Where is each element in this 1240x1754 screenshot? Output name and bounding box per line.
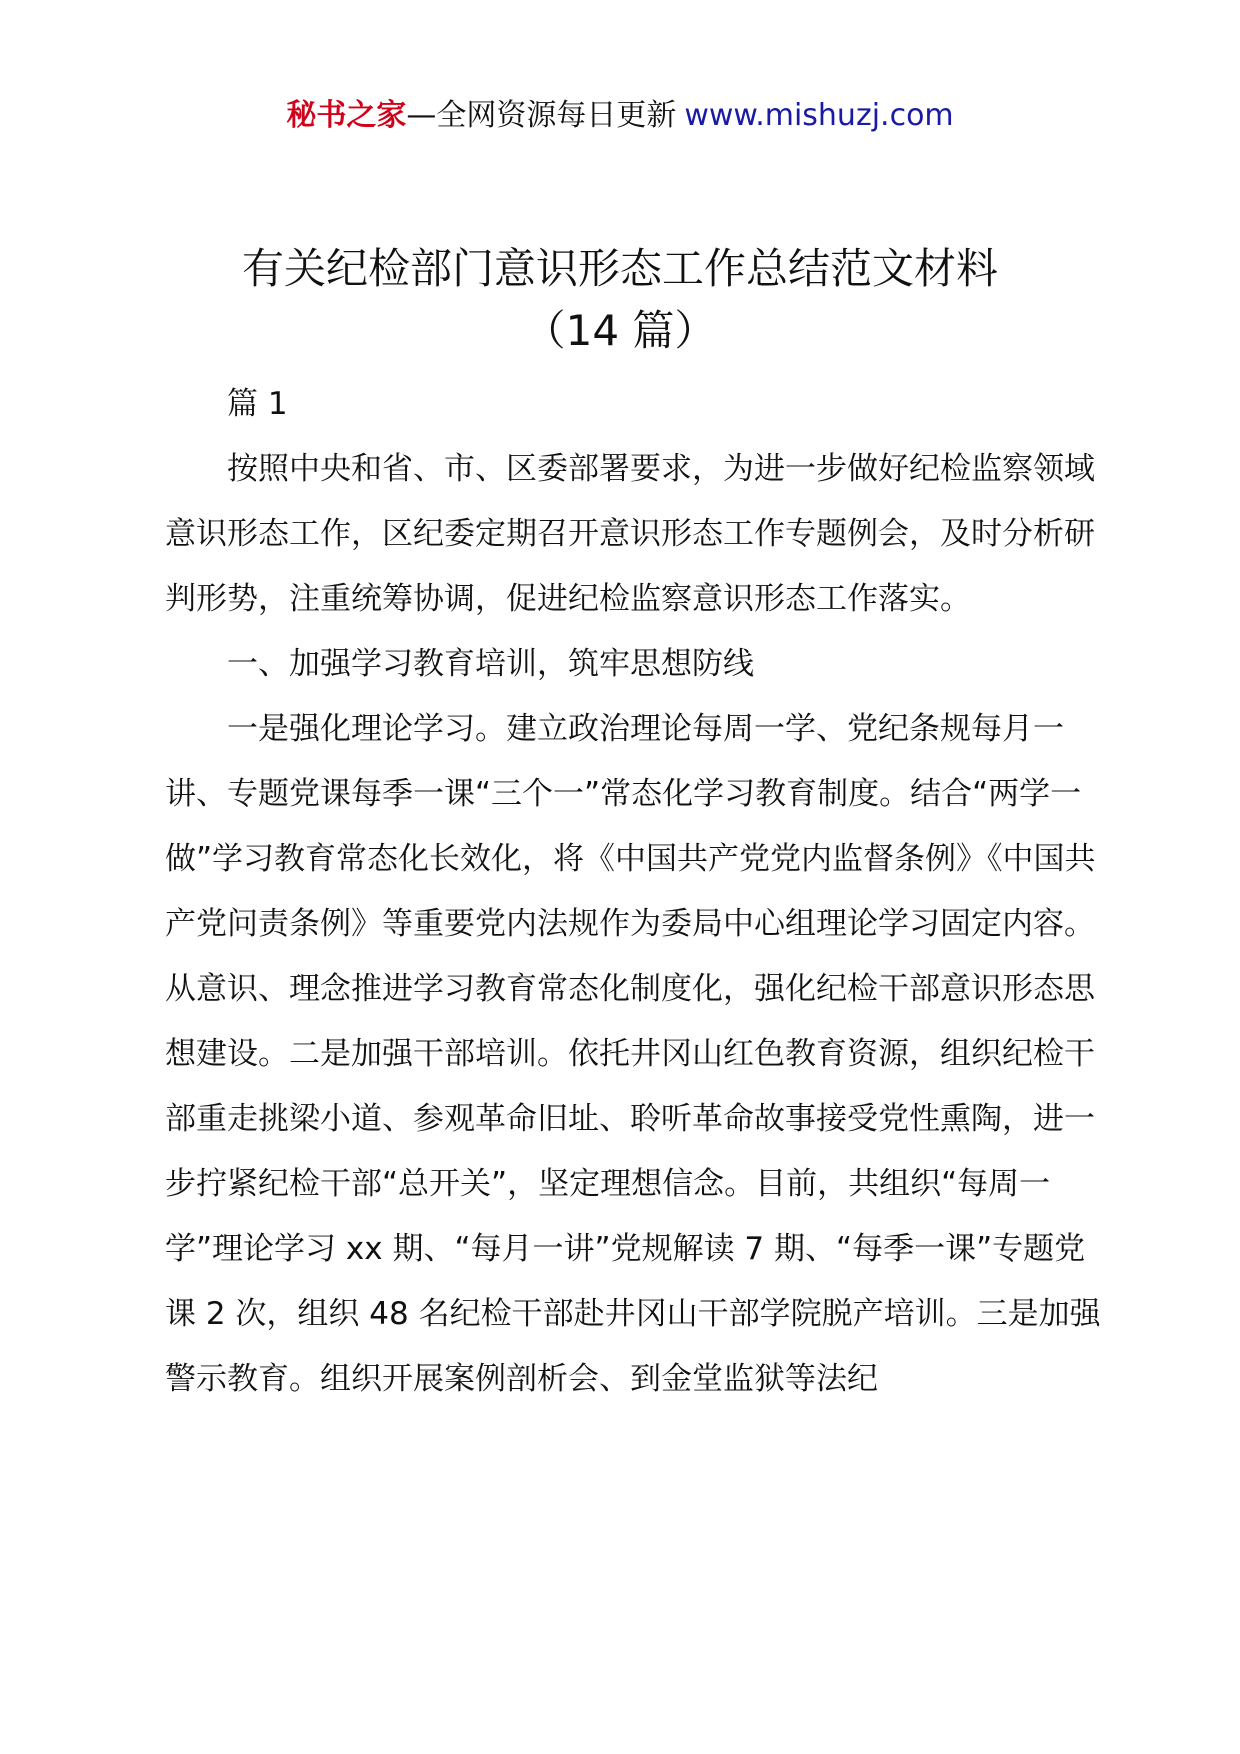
section-heading-1: 一、加强学习教育培训，筑牢思想防线 [227,646,754,682]
paragraph-section-1: 一是强化理论学习。建立政治理论每周一学、党纪条规每月一讲、专题党课每季一课“三个一”常态化学习教育制度。结合“两学一做”学习教育常态化长效化，将《中国共产党党内监督条例》《中国共产党问责条例》等重要党内法规作为委局中心组理论学习固定内容。从意识、理念推进学习教育常态化制度化，强化纪检干部意识形态思想建设。二是加强干部培训。依托井冈山红色教育资源，组织纪检干部重走挑梁小道、参观革命旧址、聆听革命故事接受党性熏陶，进一步拧紧纪检干部“总开关”，坚定理想信念。目前，共组织“每周一学”理论学习 xx 期、“每月一讲”党规解读 7 期、“每季一课”专题党课 2 次，组织 48 名纪检干部赴井冈山干部学院脱产培训。三是加强警示教育。组织开展案例剖析会、到金堂监狱等法纪 [165,711,1101,1397]
title-line-2: （14 篇） [523,306,717,355]
header-slogan: —全网资源每日更新 [406,98,677,133]
website-link[interactable]: www.mishuzj.com [684,98,954,133]
document-title [0,238,1240,362]
page-header [0,96,1240,136]
title-line-1: 有关纪检部门意识形态工作总结范文材料 [241,244,998,293]
document-body [165,372,1115,1412]
brand-name: 秘书之家 [286,98,407,133]
paragraph-intro: 按照中央和省、市、区委部署要求，为进一步做好纪检监察领域意识形态工作，区纪委定期召开意识形态工作专题例会，及时分析研判形势，注重统筹协调，促进纪检监察意识形态工作落实。 [165,451,1095,617]
chapter-label: 篇 1 [227,386,288,422]
